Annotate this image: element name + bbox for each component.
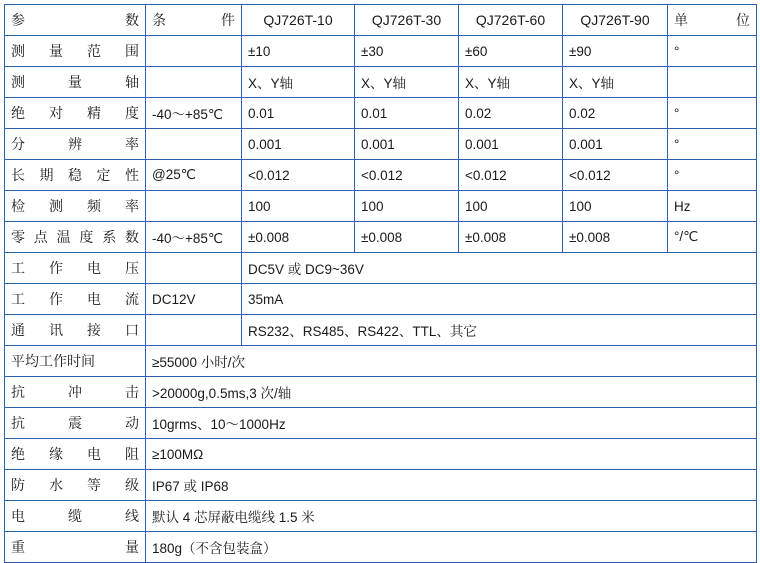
row-value-2: ±30 [355, 36, 459, 67]
row-value-3: 0.001 [459, 129, 563, 160]
row-value-merged: 默认 4 芯屏蔽电缆线 1.5 米 [146, 501, 757, 532]
row-label: 工作电流 [5, 284, 146, 315]
row-value-3: 0.02 [459, 98, 563, 129]
row-condition [146, 315, 242, 346]
row-value-4: 0.02 [563, 98, 668, 129]
row-condition: -40～+85℃ [146, 222, 242, 253]
specification-table [4, 4, 757, 563]
row-condition [146, 191, 242, 222]
row-value-4: 0.001 [563, 129, 668, 160]
row-value-4: <0.012 [563, 160, 668, 191]
row-value-3: ±0.008 [459, 222, 563, 253]
header-cell-model-1: QJ726T-10 [242, 5, 355, 36]
row-unit: ° [668, 36, 757, 67]
table-row [5, 315, 757, 346]
table-row [5, 160, 757, 191]
row-value-merged: >20000g,0.5ms,3 次/轴 [146, 377, 757, 408]
row-label: 测量轴 [5, 67, 146, 98]
row-label: 长期稳定性 [5, 160, 146, 191]
row-value-1: <0.012 [242, 160, 355, 191]
row-value-merged: 10grms、10～1000Hz [146, 408, 757, 439]
row-value-merged: RS232、RS485、RS422、TTL、其它 [242, 315, 757, 346]
table-row [5, 470, 757, 501]
table-header-row [5, 5, 757, 36]
row-value-2: 0.01 [355, 98, 459, 129]
table-row [5, 408, 757, 439]
row-condition [146, 36, 242, 67]
row-label: 电缆线 [5, 501, 146, 532]
row-value-3: X、Y轴 [459, 67, 563, 98]
row-value-merged: IP67 或 IP68 [146, 470, 757, 501]
row-value-1: ±10 [242, 36, 355, 67]
table-row [5, 439, 757, 470]
row-label: 检测频率 [5, 191, 146, 222]
table-row [5, 377, 757, 408]
row-value-2: <0.012 [355, 160, 459, 191]
row-label: 抗冲击 [5, 377, 146, 408]
header-cell-unit: 单 位 [668, 5, 757, 36]
table-row [5, 501, 757, 532]
row-value-merged: ≥55000 小时/次 [146, 346, 757, 377]
table-row [5, 346, 757, 377]
row-value-merged: 180g（不含包装盒） [146, 532, 757, 563]
row-value-1: X、Y轴 [242, 67, 355, 98]
row-condition [146, 253, 242, 284]
header-cell-model-2: QJ726T-30 [355, 5, 459, 36]
table-row [5, 532, 757, 563]
row-unit: ° [668, 160, 757, 191]
row-value-2: ±0.008 [355, 222, 459, 253]
row-value-1: 0.01 [242, 98, 355, 129]
row-value-4: ±90 [563, 36, 668, 67]
row-value-2: X、Y轴 [355, 67, 459, 98]
row-value-2: 100 [355, 191, 459, 222]
row-value-3: ±60 [459, 36, 563, 67]
table-row [5, 67, 757, 98]
row-value-merged: ≥100MΩ [146, 439, 757, 470]
row-label: 平均工作时间 [5, 346, 146, 377]
row-condition: @25℃ [146, 160, 242, 191]
row-condition: DC12V [146, 284, 242, 315]
header-cell-parameter: 参 数 [5, 5, 146, 36]
row-condition [146, 67, 242, 98]
row-unit: Hz [668, 191, 757, 222]
table-row [5, 191, 757, 222]
row-label: 绝缘电阻 [5, 439, 146, 470]
row-value-4: 100 [563, 191, 668, 222]
row-value-1: 100 [242, 191, 355, 222]
row-label: 分辨率 [5, 129, 146, 160]
row-label: 重量 [5, 532, 146, 563]
table-row [5, 98, 757, 129]
row-label: 零点温度系数 [5, 222, 146, 253]
row-unit: ° [668, 98, 757, 129]
row-label: 测量范围 [5, 36, 146, 67]
row-label: 抗震动 [5, 408, 146, 439]
row-value-merged: 35mA [242, 284, 757, 315]
header-cell-model-3: QJ726T-60 [459, 5, 563, 36]
row-value-4: ±0.008 [563, 222, 668, 253]
row-unit [668, 67, 757, 98]
row-unit: °/℃ [668, 222, 757, 253]
header-cell-condition: 条 件 [146, 5, 242, 36]
row-label: 绝对精度 [5, 98, 146, 129]
header-cell-model-4: QJ726T-90 [563, 5, 668, 36]
table-row [5, 253, 757, 284]
row-value-3: 100 [459, 191, 563, 222]
row-value-1: 0.001 [242, 129, 355, 160]
row-value-merged: DC5V 或 DC9~36V [242, 253, 757, 284]
row-value-3: <0.012 [459, 160, 563, 191]
row-condition: -40～+85℃ [146, 98, 242, 129]
row-label: 防水等级 [5, 470, 146, 501]
row-label: 工作电压 [5, 253, 146, 284]
table-row [5, 36, 757, 67]
row-value-1: ±0.008 [242, 222, 355, 253]
row-label: 通讯接口 [5, 315, 146, 346]
table-row [5, 129, 757, 160]
table-row [5, 222, 757, 253]
row-value-4: X、Y轴 [563, 67, 668, 98]
row-condition [146, 129, 242, 160]
table-row [5, 284, 757, 315]
row-value-2: 0.001 [355, 129, 459, 160]
row-unit: ° [668, 129, 757, 160]
